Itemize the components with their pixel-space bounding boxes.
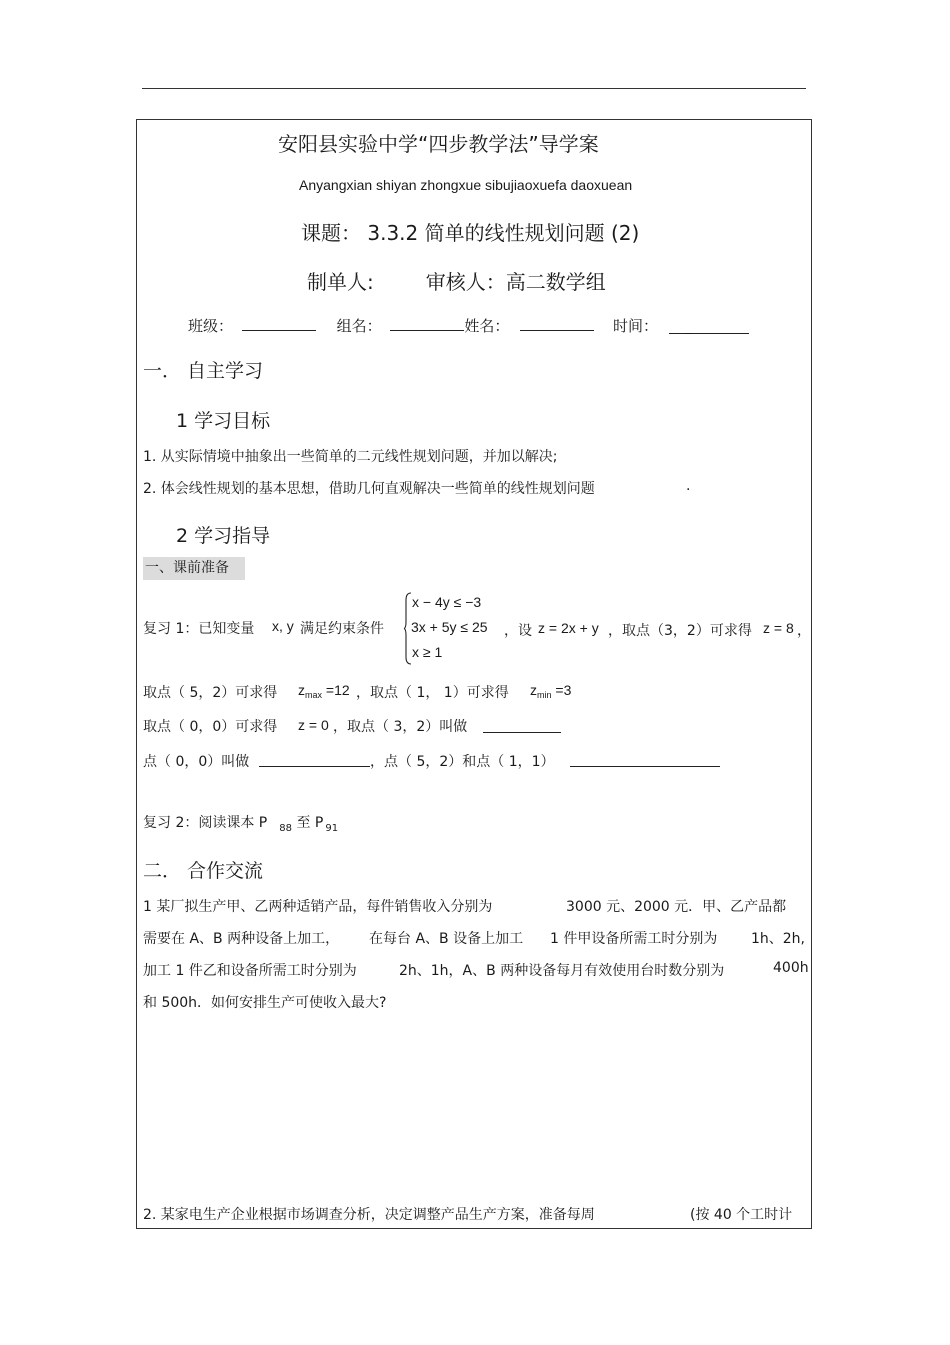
goal-2: 2. 体会线性规划的基本思想，借助几何直观解决一些简单的线性规划问题 xyxy=(143,481,595,497)
review1-value: z = 8 xyxy=(763,620,794,636)
constraint-2: 3x + 5y ≤ 25 xyxy=(411,619,488,635)
review2-text: 复习 2：阅读课本 P xyxy=(143,815,268,831)
zmin-z: z xyxy=(530,682,537,698)
problem1-line1-a: 1 某厂拟生产甲、乙两种适销产品，每件销售收入分别为 xyxy=(143,899,493,915)
review2-to: 至 P xyxy=(296,815,324,831)
student-info-row xyxy=(188,314,749,336)
line3-text-a: 取点（ 0，0）可求得 xyxy=(143,719,278,735)
zmax-sub: max xyxy=(305,690,323,700)
group-label: 组名： xyxy=(336,317,382,335)
line2-text-b: ，取点（ 1， 1）可求得 xyxy=(356,685,509,701)
pinyin-subtitle: Anyangxian shiyan zhongxue sibujiaoxuefa daoxuean xyxy=(299,177,633,193)
group-blank[interactable] xyxy=(390,314,464,331)
problem1-line2-a: 需要在 A、B 两种设备上加工， xyxy=(143,931,340,947)
problem1-line4: 和 500h．如何安排生产可使收入最大? xyxy=(143,995,387,1011)
learning-guide-heading: 2 学习指导 xyxy=(176,525,271,547)
problem1-line3-b: 2h、1h，A、B 两种设备每月有效使用台时数分别为 xyxy=(399,963,725,979)
line2-text-a: 取点（ 5，2）可求得 xyxy=(143,685,278,701)
prep-tag: 一、课前准备 xyxy=(143,557,245,580)
lesson-topic: 课题： 3.3.2 简单的线性规划问题 (2) xyxy=(301,221,640,245)
learning-goals-heading: 1 学习目标 xyxy=(176,410,271,432)
time-blank[interactable] xyxy=(669,317,749,334)
time-label: 时间： xyxy=(612,317,658,335)
line4-blank-2[interactable] xyxy=(570,754,720,767)
goal-2-period: . xyxy=(686,478,691,494)
review1-vars: x, y xyxy=(272,618,294,634)
zmin-value: =3 xyxy=(555,682,572,698)
class-blank[interactable] xyxy=(242,314,316,331)
zmax-value: =12 xyxy=(325,682,350,698)
name-blank[interactable] xyxy=(520,314,594,331)
line4-text-a: 点（ 0，0）叫做 xyxy=(143,754,250,770)
class-label: 班级： xyxy=(188,317,234,335)
line4-text-b: ，点（ 5，2）和点（ 1，1） xyxy=(370,754,555,770)
z-zero: z = 0 xyxy=(298,717,329,733)
review1-take-point: ，取点（3，2）可求得 xyxy=(608,623,752,639)
author-label: 制单人: xyxy=(307,270,374,294)
review2-page-end: 91 xyxy=(325,823,339,834)
page-title: 安阳县实验中学“四步教学法”导学案 xyxy=(278,132,599,156)
review1-intro: 复习 1：已知变量 xyxy=(143,621,255,637)
author-line xyxy=(307,266,606,295)
line3-blank[interactable] xyxy=(483,720,561,733)
constraint-3: x ≥ 1 xyxy=(412,644,443,660)
problem1-line2-d: 1h、2h, xyxy=(751,931,806,947)
objective-function: z = 2x + y xyxy=(538,620,599,636)
review1-comma: ， xyxy=(797,623,811,639)
problem1-line2-b: 在每台 A、B 设备上加工 xyxy=(369,931,524,947)
review2-page-start: 88 xyxy=(279,823,292,834)
section1-heading: 一． 自主学习 xyxy=(143,360,264,382)
section2-heading: 二． 合作交流 xyxy=(143,860,264,882)
line4-blank-1[interactable] xyxy=(259,754,370,767)
reviewer-label: 审核人：高二数学组 xyxy=(425,270,606,294)
constraint-1: x − 4y ≤ −3 xyxy=(412,594,482,610)
problem1-line1-b: 3000 元、2000 元．甲、乙产品都 xyxy=(566,899,787,915)
name-label: 姓名： xyxy=(464,317,510,335)
problem1-line2-c: 1 件甲设备所需工时分别为 xyxy=(550,931,718,947)
goal-1: 1. 从实际情境中抽象出一些简单的二元线性规划问题，并加以解决; xyxy=(143,449,558,465)
problem1-line3-a: 加工 1 件乙和设备所需工时分别为 xyxy=(143,963,357,979)
problem2-text-a: 2. 某家电生产企业根据市场调查分析，决定调整产品生产方案，准备每周 xyxy=(143,1207,595,1223)
zmin xyxy=(530,682,571,700)
review1-set: ，设 xyxy=(504,623,532,639)
problem2-text-b: (按 40 个工时计 xyxy=(690,1207,793,1223)
line3-text-b: ，取点（ 3，2）叫做 xyxy=(333,719,468,735)
review1-cond: 满足约束条件 xyxy=(300,621,384,637)
header-rule xyxy=(142,88,806,89)
zmax xyxy=(298,682,350,700)
review2 xyxy=(143,812,338,834)
zmin-sub: min xyxy=(537,690,552,700)
problem1-line3-c: 400h xyxy=(773,960,809,976)
time-mark: _ xyxy=(684,320,691,334)
zmax-z: z xyxy=(298,682,305,698)
